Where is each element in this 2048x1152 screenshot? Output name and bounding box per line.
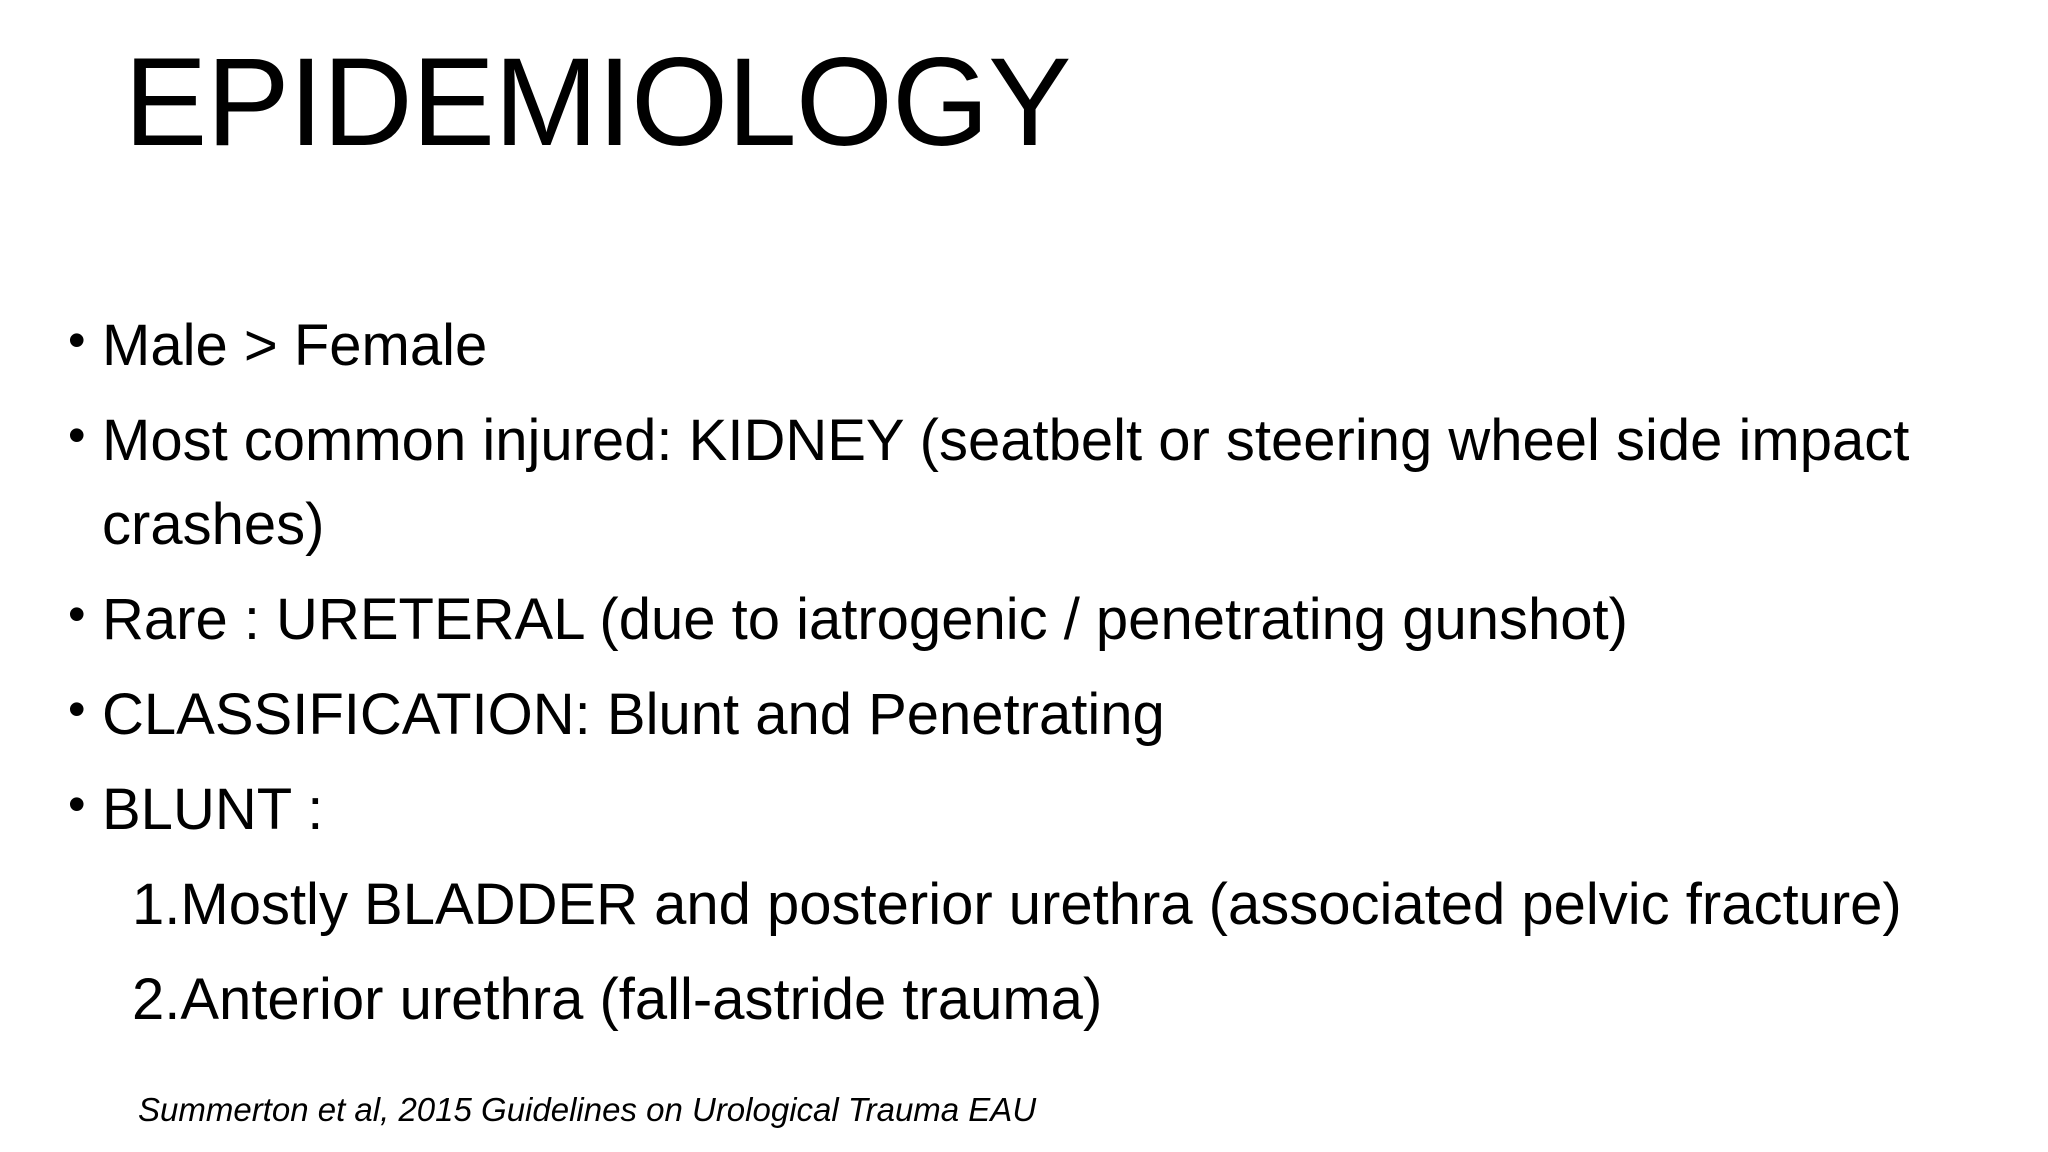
numbered-item [68, 958, 1998, 1042]
bullet-item [68, 578, 1998, 662]
bullet-dot-icon: • [68, 776, 86, 832]
bullet-item [68, 304, 1998, 388]
bullet-dot-icon: • [68, 586, 86, 642]
item-text: Anterior urethra (fall-astride trauma) [180, 967, 1103, 1032]
bullet-text: Rare : URETERAL (due to iatrogenic / penetrating gunshot) [102, 587, 1628, 652]
bullet-item [68, 399, 1998, 567]
slide-title: EPIDEMIOLOGY [124, 33, 1071, 172]
bullet-text: Most common injured: KIDNEY (seatbelt or steering wheel side impact crashes) [102, 408, 1910, 557]
citation: Summerton et al, 2015 Guidelines on Urological Trauma EAU [138, 1091, 1037, 1128]
bullet-dot-icon: • [68, 312, 86, 368]
bullet-item [68, 673, 1998, 757]
bullet-dot-icon: • [68, 681, 86, 737]
bullet-list [68, 304, 1998, 1053]
item-number: 2. [132, 967, 181, 1032]
bullet-text: Male > Female [102, 313, 488, 378]
bullet-text: BLUNT : [102, 777, 324, 842]
bullet-item [68, 768, 1998, 852]
item-number: 1. [132, 872, 181, 937]
numbered-item [68, 863, 1998, 947]
bullet-text: CLASSIFICATION: Blunt and Penetrating [102, 682, 1165, 747]
item-text: Mostly BLADDER and posterior urethra (associated pelvic fracture) [180, 872, 1902, 937]
bullet-dot-icon: • [68, 407, 86, 463]
